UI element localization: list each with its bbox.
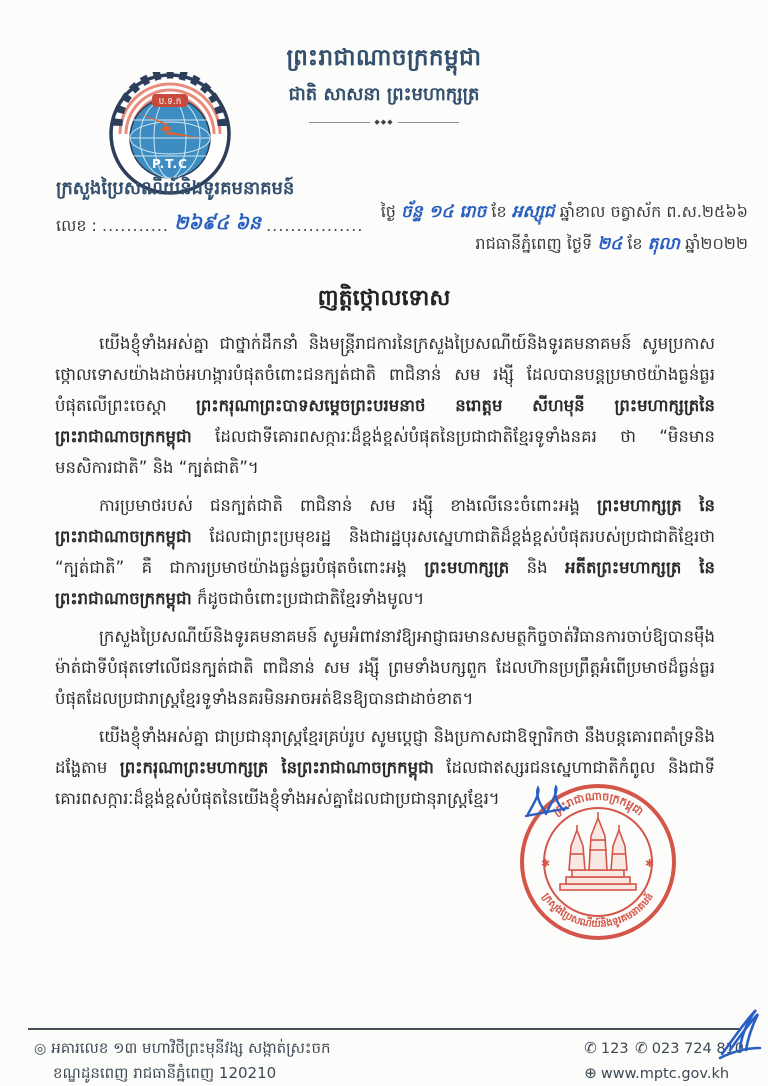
stamp-star-left: ✱ [541, 857, 551, 870]
date-text: ឆ្នាំខាល ចត្វាស័ក ព.ស.២៥៦៦ [559, 202, 748, 221]
address-text: អគារលេខ ១៣ មហាវិថីព្រះមុនីវង្ស សង្កាត់ស្រះចក [51, 1039, 331, 1057]
address-line-1 [34, 1036, 331, 1061]
body-text: យើងខ្ញុំទាំងអស់គ្នា ជាប្រជានុរាស្ត្រខ្មែរគ្រប់រូប សូមប្តេជ្ញា និងប្រកាសជាឱឡារិកថា នឹងបន្តគោរពគាំទ្រនិងដង្ហែតាម [55, 727, 715, 777]
royal-title-bold-text: អតីតព្រះមហាក្សត្រ នៃព្រះរាជាណាចក្រកម្ពុជា [55, 558, 716, 608]
document-title: ញត្តិថ្កោលទោស [317, 286, 451, 311]
date-text: ខែ [627, 234, 643, 253]
stamp-arc-top-text: ព្រះរាជាណាចក្រកម្ពុជា [550, 789, 646, 819]
handwritten-lunar-month: អស្សុជ [511, 202, 555, 222]
national-motto: ជាតិ សាសនា ព្រះមហាក្សត្រ [288, 84, 480, 105]
gregorian-date-line [308, 228, 748, 260]
address-line-2 [53, 1061, 331, 1085]
logo-khmer-abbr: ប.ទ.ក [158, 97, 182, 107]
date-text: ខែ [491, 202, 507, 221]
address-text: ខណ្ឌដូនពេញ រាជធានីភ្នំពេញ 120210 [53, 1064, 277, 1082]
body-text: ដែលជាព្រះប្រមុខរដ្ឋ និងជារដ្ឋបុរសស្នេហាជាតិដ៏ខ្ពង់ខ្ពស់បំផុតរបស់ប្រជាជាតិខ្មែរថា “ក្បត់ជាតិ” គឺ ជាការប្រមាថយ៉ាងធ្ងន់ធ្ងរបំផុតចំពោះអង្គ [55, 527, 715, 577]
royal-title-bold-text: ព្រះមហាក្សត្រ នៃព្រះរាជាណាចក្រកម្ពុជា [55, 496, 716, 546]
phone-number: 023 724 810 [651, 1041, 744, 1057]
phone-icon: ✆ [635, 1039, 648, 1057]
body-text: និង [509, 558, 566, 577]
kingdom-title: ព្រះរាជាណាចក្រកម្ពុជា [286, 45, 482, 71]
pen-scribble-footer [712, 1004, 768, 1066]
signature-scribble [522, 784, 578, 820]
date-text: រាជធានីភ្នំពេញ ថ្ងៃទី [475, 234, 593, 253]
ref-label: លេខ : [56, 216, 97, 235]
handwritten-month: តុលា [647, 234, 681, 254]
body-text: ការប្រមាថរបស់ ជនក្បត់ជាតិ ពាជិនាន់ សម រង្ស៊ី ខាងលើនេះចំពោះអង្គ [99, 496, 597, 515]
paragraph [55, 328, 715, 483]
footer-address [34, 1036, 331, 1085]
hotline-number: 123 [600, 1041, 629, 1057]
footer-divider [28, 1028, 740, 1030]
stamp-star-right: ✱ [645, 857, 655, 870]
handwritten-lunar-day: ច័ន្ទ ១៤ រោច [401, 202, 487, 222]
paragraph [55, 621, 715, 714]
phone-icon: ✆ [584, 1039, 597, 1057]
royal-title-bold-text: ព្រះករុណាព្រះបាទសម្តេចព្រះបរមនាថ នរោត្តម សីហមុនី ព្រះមហាក្សត្រនៃព្រះរាជាណាចក្រកម្ពុជា [55, 396, 715, 446]
document-body [55, 328, 715, 821]
lunar-date-line [308, 196, 748, 228]
header-divider: ◆◆◆ [309, 118, 459, 126]
website-url: www.mptc.gov.kh [600, 1066, 730, 1082]
stamp-arc-bottom-text: ក្រសួងប្រៃសណីយ៍និងទូរគមនាគមន៍ [539, 891, 656, 931]
handwritten-day: ២៤ [597, 234, 623, 254]
date-text: ឆ្នាំ២០២២ [685, 234, 748, 253]
body-text: ក៏ដូចជាចំពោះប្រជាជាតិខ្មែរទាំងមូល។ [191, 589, 425, 608]
body-text: យើងខ្ញុំទាំងអស់គ្នា ជាថ្នាក់ដឹកនាំ និងមន្ត្រីរាជការនៃក្រសួងប្រៃសណីយ៍និងទូរគមនាគមន៍ សូមប្រកាសថ្កោលទោសយ៉ាងដាច់អហង្ការបំផុតចំពោះជនក្បត់ជាតិ ពាជិនាន់ សម រង្ស៊ី ដែលបានបន្តប្រមាថយ៉ាងធ្ងន់ធ្ងរបំផុតលើព្រះចេស្តា [55, 334, 715, 415]
globe-icon: ⊕ [584, 1064, 597, 1082]
dot-leader: ................ [266, 216, 364, 235]
ministry-name: ក្រសួងប្រៃសណីយ៍និងទូរគមនាគមន៍ [56, 178, 295, 199]
body-text: ដែលជាឥស្សរជនស្នេហាជាតិកំពូល និងជាទីគោរពសក្ការៈដ៏ខ្ពង់ខ្ពស់បំផុតនៃយើងខ្ញុំទាំងអស់គ្នាដែលជាប្រជានុរាស្ត្រខ្មែរ។ [55, 758, 715, 808]
ref-number-handwritten: ២៦៩៤ ៦ន [174, 212, 261, 234]
body-text: ក្រសួងប្រៃសណីយ៍និងទូរគមនាគមន៍ សូមអំពាវនាវឱ្យអាជ្ញាធរមានសមត្ថកិច្ចចាត់វិធានការចាប់ឱ្យបានម៉ឹងម៉ាត់ជាទីបំផុតទៅលើជនក្បត់ជាតិ ពាជិនាន់ សម រង្ស៊ី ព្រមទាំងបក្សពួក ដែលហ៊ានប្រព្រឹត្តអំពើប្រមាថដ៏ធ្ងន់ធ្ងរបំផុតដែលប្រជារាស្ត្រខ្មែរទូទាំងនគរមិនអាចអត់ឱនឱ្យបានជាដាច់ខាត។ [55, 627, 715, 708]
angkor-wat-icon [560, 812, 636, 890]
paragraph [55, 490, 715, 614]
logo-latin-abbr: P.T.C [152, 157, 188, 171]
date-block [308, 196, 748, 260]
location-icon: ◎ [34, 1041, 47, 1057]
body-text: ដែលជាទីគោរពសក្ការៈដ៏ខ្ពង់ខ្ពស់បំផុតនៃប្រជាជាតិខ្មែរទូទាំងនគរ ថា “មិនមានមនសិការជាតិ” និង “ក្បត់ជាតិ”។ [55, 427, 715, 477]
royal-title-bold-text: ព្រះករុណាព្រះមហាក្សត្រ នៃព្រះរាជាណាចក្រកម្ពុជា [119, 758, 434, 777]
dot-leader: ........... [102, 216, 169, 235]
royal-title-bold-text: ព្រះមហាក្សត្រ [424, 558, 510, 577]
date-text: ថ្ងៃ [380, 202, 396, 221]
